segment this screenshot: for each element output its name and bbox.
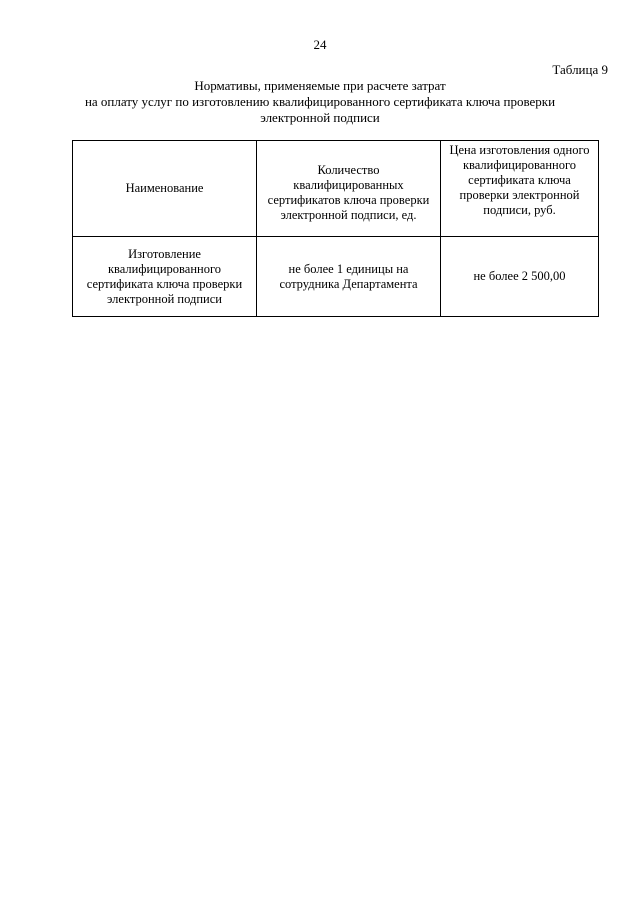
cell-quantity: не более 1 единицы на сотрудника Департамента [257, 237, 441, 317]
page-number: 24 [313, 37, 327, 52]
title-line: электронной подписи [260, 110, 380, 125]
title-line: Нормативы, применяемые при расчете затрат [194, 78, 446, 93]
cell-price: не более 2 500,00 [441, 237, 599, 317]
header-name: Наименование [73, 141, 257, 237]
norms-table [72, 140, 599, 317]
cell-name: Изготовление квалифицированного сертификата ключа проверки электронной подписи [73, 237, 257, 317]
table-row [73, 237, 599, 317]
header-quantity: Количество квалифицированных сертификатов ключа проверки электронной подписи, ед. [257, 141, 441, 237]
table-label: Таблица 9 [552, 62, 608, 77]
header-price: Цена изготовления одного квалифицированного сертификата ключа проверки электронной подписи, руб. [441, 141, 599, 237]
title-line: на оплату услуг по изготовлению квалифицированного сертификата ключа проверки [84, 94, 556, 109]
table-header-row [73, 141, 599, 237]
table-title [60, 78, 580, 126]
